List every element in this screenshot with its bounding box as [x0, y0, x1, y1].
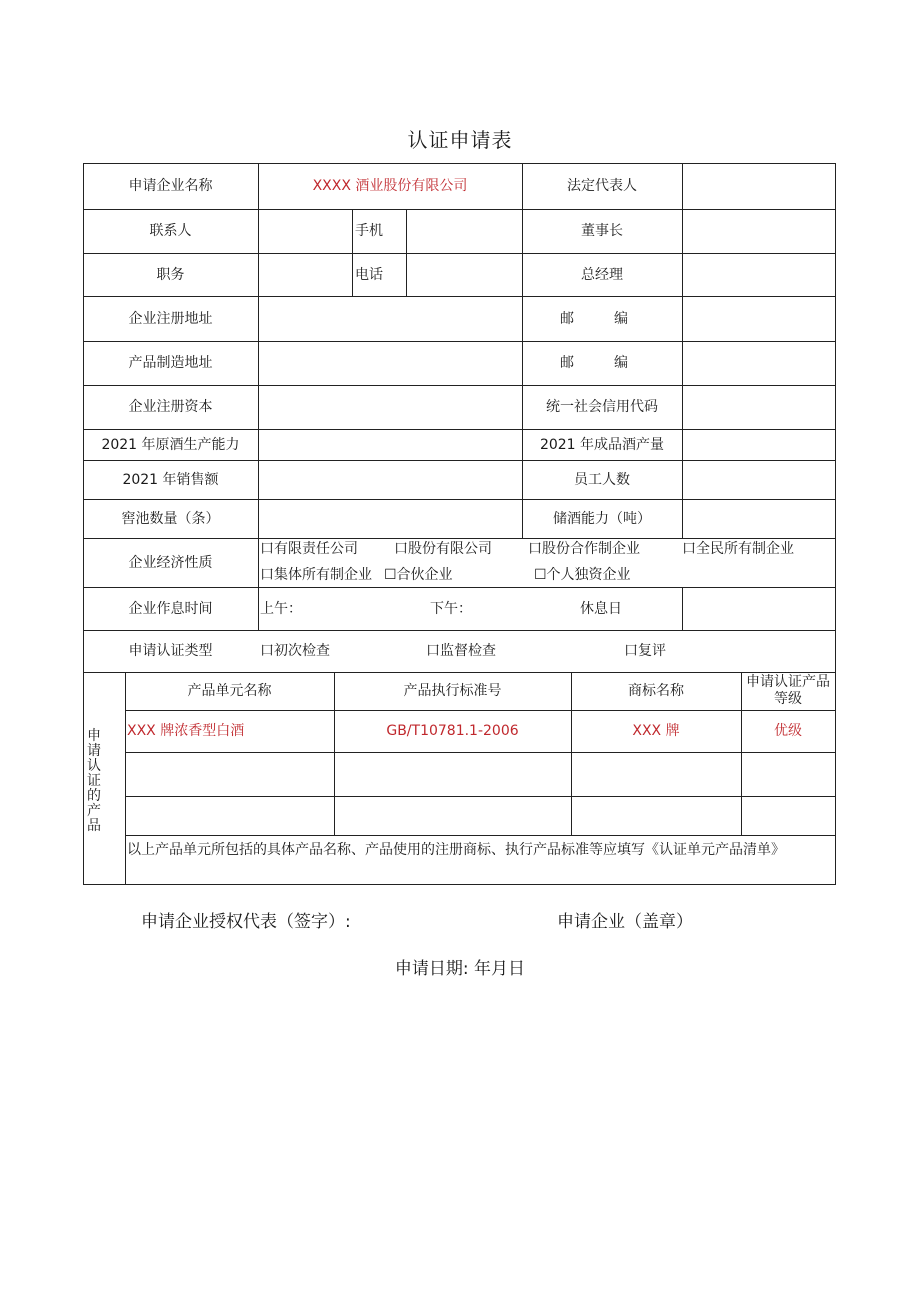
- postcode-field[interactable]: [682, 296, 835, 341]
- reg-capital-field[interactable]: [258, 385, 522, 429]
- auth-rep-signature: 申请企业授权代表（签字）:: [141, 912, 351, 932]
- form-title: 认证申请表: [407, 128, 513, 152]
- row-line: [125, 835, 836, 836]
- reg-address-field[interactable]: [258, 296, 522, 341]
- chairman-field[interactable]: [682, 209, 835, 253]
- application-table: [83, 163, 836, 885]
- label-gm: 总经理: [581, 266, 623, 283]
- label-reg-capital: 企业注册资本: [128, 399, 213, 415]
- application-date: 申请日期: 年月日: [394, 959, 526, 979]
- sales-field[interactable]: [258, 460, 522, 499]
- label-reg-address: 企业注册地址: [128, 310, 213, 327]
- contact-field[interactable]: [258, 209, 352, 253]
- position-field[interactable]: [258, 253, 352, 296]
- label-credit-code: 统一社会信用代码: [546, 399, 658, 415]
- employees-field[interactable]: [682, 460, 835, 499]
- product-row-3-unit[interactable]: [125, 796, 334, 835]
- products-side-label: 申请认证的产品: [87, 727, 101, 834]
- phone-field[interactable]: [406, 253, 522, 296]
- product-row-1-standard[interactable]: GB/T10781.1-2006: [386, 723, 519, 739]
- econ-option-partnership[interactable]: ☐合伙企业: [384, 567, 453, 583]
- product-row-1-unit[interactable]: XXX 牌浓香型白酒: [127, 723, 245, 739]
- postcode-char-a: 邮: [560, 310, 574, 327]
- label-rest-day: 休息日: [580, 601, 622, 617]
- label-mfg-address: 产品制造地址: [128, 355, 213, 371]
- border-bottom: [83, 884, 836, 885]
- cert-option-initial[interactable]: 口初次检查: [260, 643, 330, 659]
- legal-rep-field[interactable]: [682, 163, 835, 209]
- header-unit-name: 产品单元名称: [187, 683, 272, 699]
- postcode-char-a: 邮: [560, 355, 574, 371]
- finished-output-field[interactable]: [682, 429, 835, 460]
- product-row-2-standard[interactable]: [334, 752, 571, 796]
- econ-option-state-owned[interactable]: 口全民所有制企业: [682, 541, 794, 557]
- econ-option-llc[interactable]: 口有限责任公司: [260, 541, 358, 557]
- label-contact: 联系人: [149, 223, 192, 239]
- product-row-3-grade[interactable]: [741, 796, 835, 835]
- label-base-capacity: 2021 年原酒生产能力: [101, 436, 240, 453]
- mfg-address-field[interactable]: [258, 341, 522, 385]
- storage-capacity-field[interactable]: [682, 499, 835, 538]
- label-postcode-2: [522, 341, 682, 385]
- base-capacity-field[interactable]: [258, 429, 522, 460]
- label-mobile: 手机: [355, 223, 383, 239]
- label-work-hours: 企业作息时间: [128, 600, 213, 617]
- header-trademark: 商标名称: [628, 683, 684, 699]
- product-row-2-unit[interactable]: [125, 752, 334, 796]
- label-afternoon: 下午：: [430, 601, 472, 617]
- econ-option-collective[interactable]: 口集体所有制企业: [260, 567, 372, 583]
- label-position: 职务: [156, 266, 185, 283]
- cert-option-review[interactable]: 口复评: [624, 643, 666, 659]
- border-right: [835, 163, 836, 885]
- product-row-2-trademark[interactable]: [571, 752, 741, 796]
- rest-day-field[interactable]: [682, 587, 835, 630]
- label-finished-output: 2021 年成品酒产量: [539, 436, 665, 453]
- label-employees: 员工人数: [574, 471, 630, 488]
- label-phone: 电话: [355, 266, 383, 283]
- product-row-3-standard[interactable]: [334, 796, 571, 835]
- label-chairman: 董事长: [581, 223, 623, 239]
- econ-option-joint-stock[interactable]: 口股份有限公司: [394, 541, 492, 557]
- mobile-field[interactable]: [406, 209, 522, 253]
- postcode-field-2[interactable]: [682, 341, 835, 385]
- postcode-char-b: 编: [614, 355, 628, 371]
- cert-option-supervision[interactable]: 口监督检查: [426, 643, 496, 659]
- gm-field[interactable]: [682, 253, 835, 296]
- label-cert-type: 申请认证类型: [128, 643, 213, 659]
- product-row-1-trademark[interactable]: XXX 牌: [632, 723, 680, 739]
- header-standard-no: 产品执行标准号: [403, 683, 502, 699]
- company-name-value[interactable]: XXXX 酒业股份有限公司: [312, 178, 468, 194]
- label-storage-capacity: 储酒能力（吨）: [553, 510, 651, 527]
- postcode-char-b: 编: [614, 310, 628, 327]
- cellar-count-field[interactable]: [258, 499, 522, 538]
- label-postcode: [522, 296, 682, 341]
- credit-code-field[interactable]: [682, 385, 835, 429]
- product-row-2-grade[interactable]: [741, 752, 835, 796]
- label-company-name: 申请企业名称: [128, 178, 213, 194]
- label-sales: 2021 年销售额: [122, 471, 219, 488]
- product-row-1-grade[interactable]: 优级: [774, 723, 802, 739]
- header-grade: 申请认证产品等级: [746, 674, 830, 707]
- product-row-3-trademark[interactable]: [571, 796, 741, 835]
- company-seal: 申请企业（盖章）: [557, 912, 693, 932]
- products-note: 以上产品单元所包括的具体产品名称、产品使用的注册商标、执行产品标准等应填写《认证单元产品清单》: [127, 842, 785, 858]
- label-morning: 上午：: [260, 601, 302, 617]
- econ-option-sole-proprietor[interactable]: ☐个人独资企业: [534, 567, 631, 583]
- label-legal-rep: 法定代表人: [567, 178, 637, 194]
- label-econ-nature: 企业经济性质: [128, 554, 213, 571]
- econ-option-cooperative[interactable]: 口股份合作制企业: [528, 541, 640, 557]
- label-cellar-count: 窖池数量（条）: [121, 510, 220, 527]
